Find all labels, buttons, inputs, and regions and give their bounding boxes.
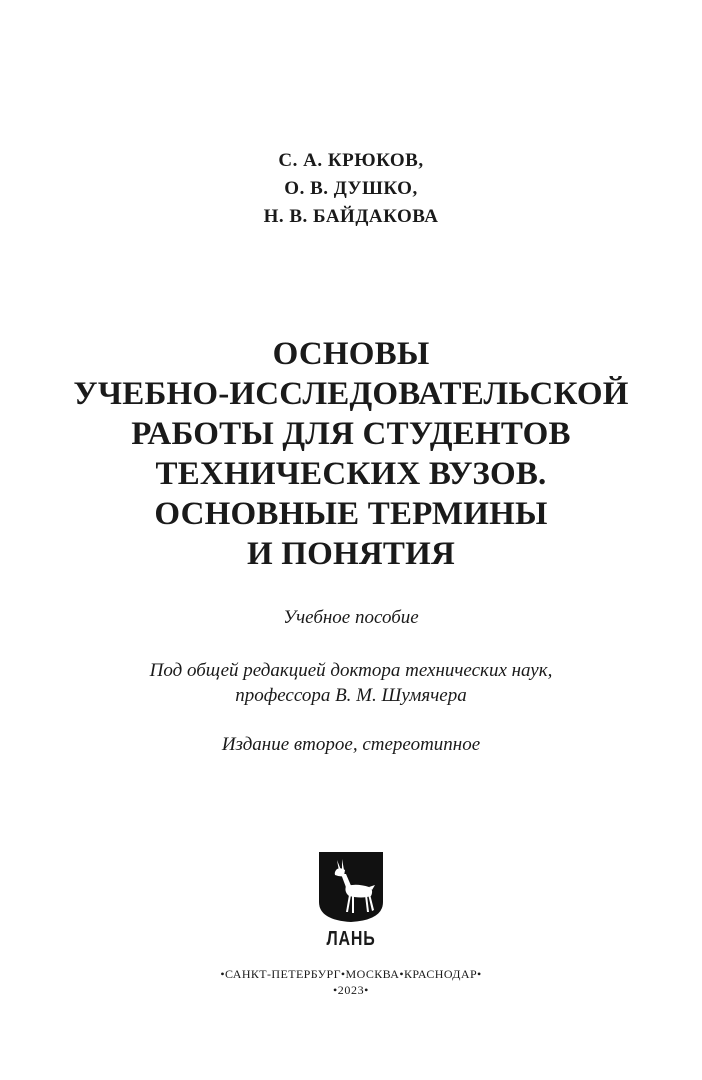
authors-block bbox=[0, 147, 702, 231]
title-line-2: УЧЕБНО-ИССЛЕДОВАТЕЛЬСКОЙ bbox=[73, 376, 629, 412]
title-line-4: ТЕХНИЧЕСКИХ ВУЗОВ. bbox=[155, 456, 547, 492]
title-line-5: ОСНОВНЫЕ ТЕРМИНЫ bbox=[154, 496, 548, 532]
title-line-6: И ПОНЯТИЯ bbox=[246, 536, 456, 572]
publication-year: •2023• bbox=[332, 983, 369, 997]
author-1: С. А. КРЮКОВ, bbox=[278, 150, 424, 171]
publisher-cities: •САНКТ-ПЕТЕРБУРГ•МОСКВА•КРАСНОДАР• bbox=[220, 967, 482, 981]
book-title bbox=[20, 334, 682, 574]
title-line-1: ОСНОВЫ bbox=[272, 336, 430, 372]
title-line-3: РАБОТЫ ДЛЯ СТУДЕНТОВ bbox=[131, 416, 571, 452]
author-3: Н. В. БАЙДАКОВА bbox=[263, 206, 439, 227]
editor-note bbox=[0, 658, 702, 708]
editor-line-1: Под общей редакцией доктора технических наук, bbox=[149, 660, 553, 681]
author-2: О. В. ДУШКО, bbox=[284, 178, 418, 199]
editor-line-2: профессора В. М. Шумячера bbox=[235, 685, 467, 706]
edition-note: Издание второе, стереотипное bbox=[221, 734, 481, 755]
publisher-logo-text: ЛАНЬ bbox=[326, 928, 376, 950]
book-subtitle: Учебное пособие bbox=[283, 607, 419, 628]
